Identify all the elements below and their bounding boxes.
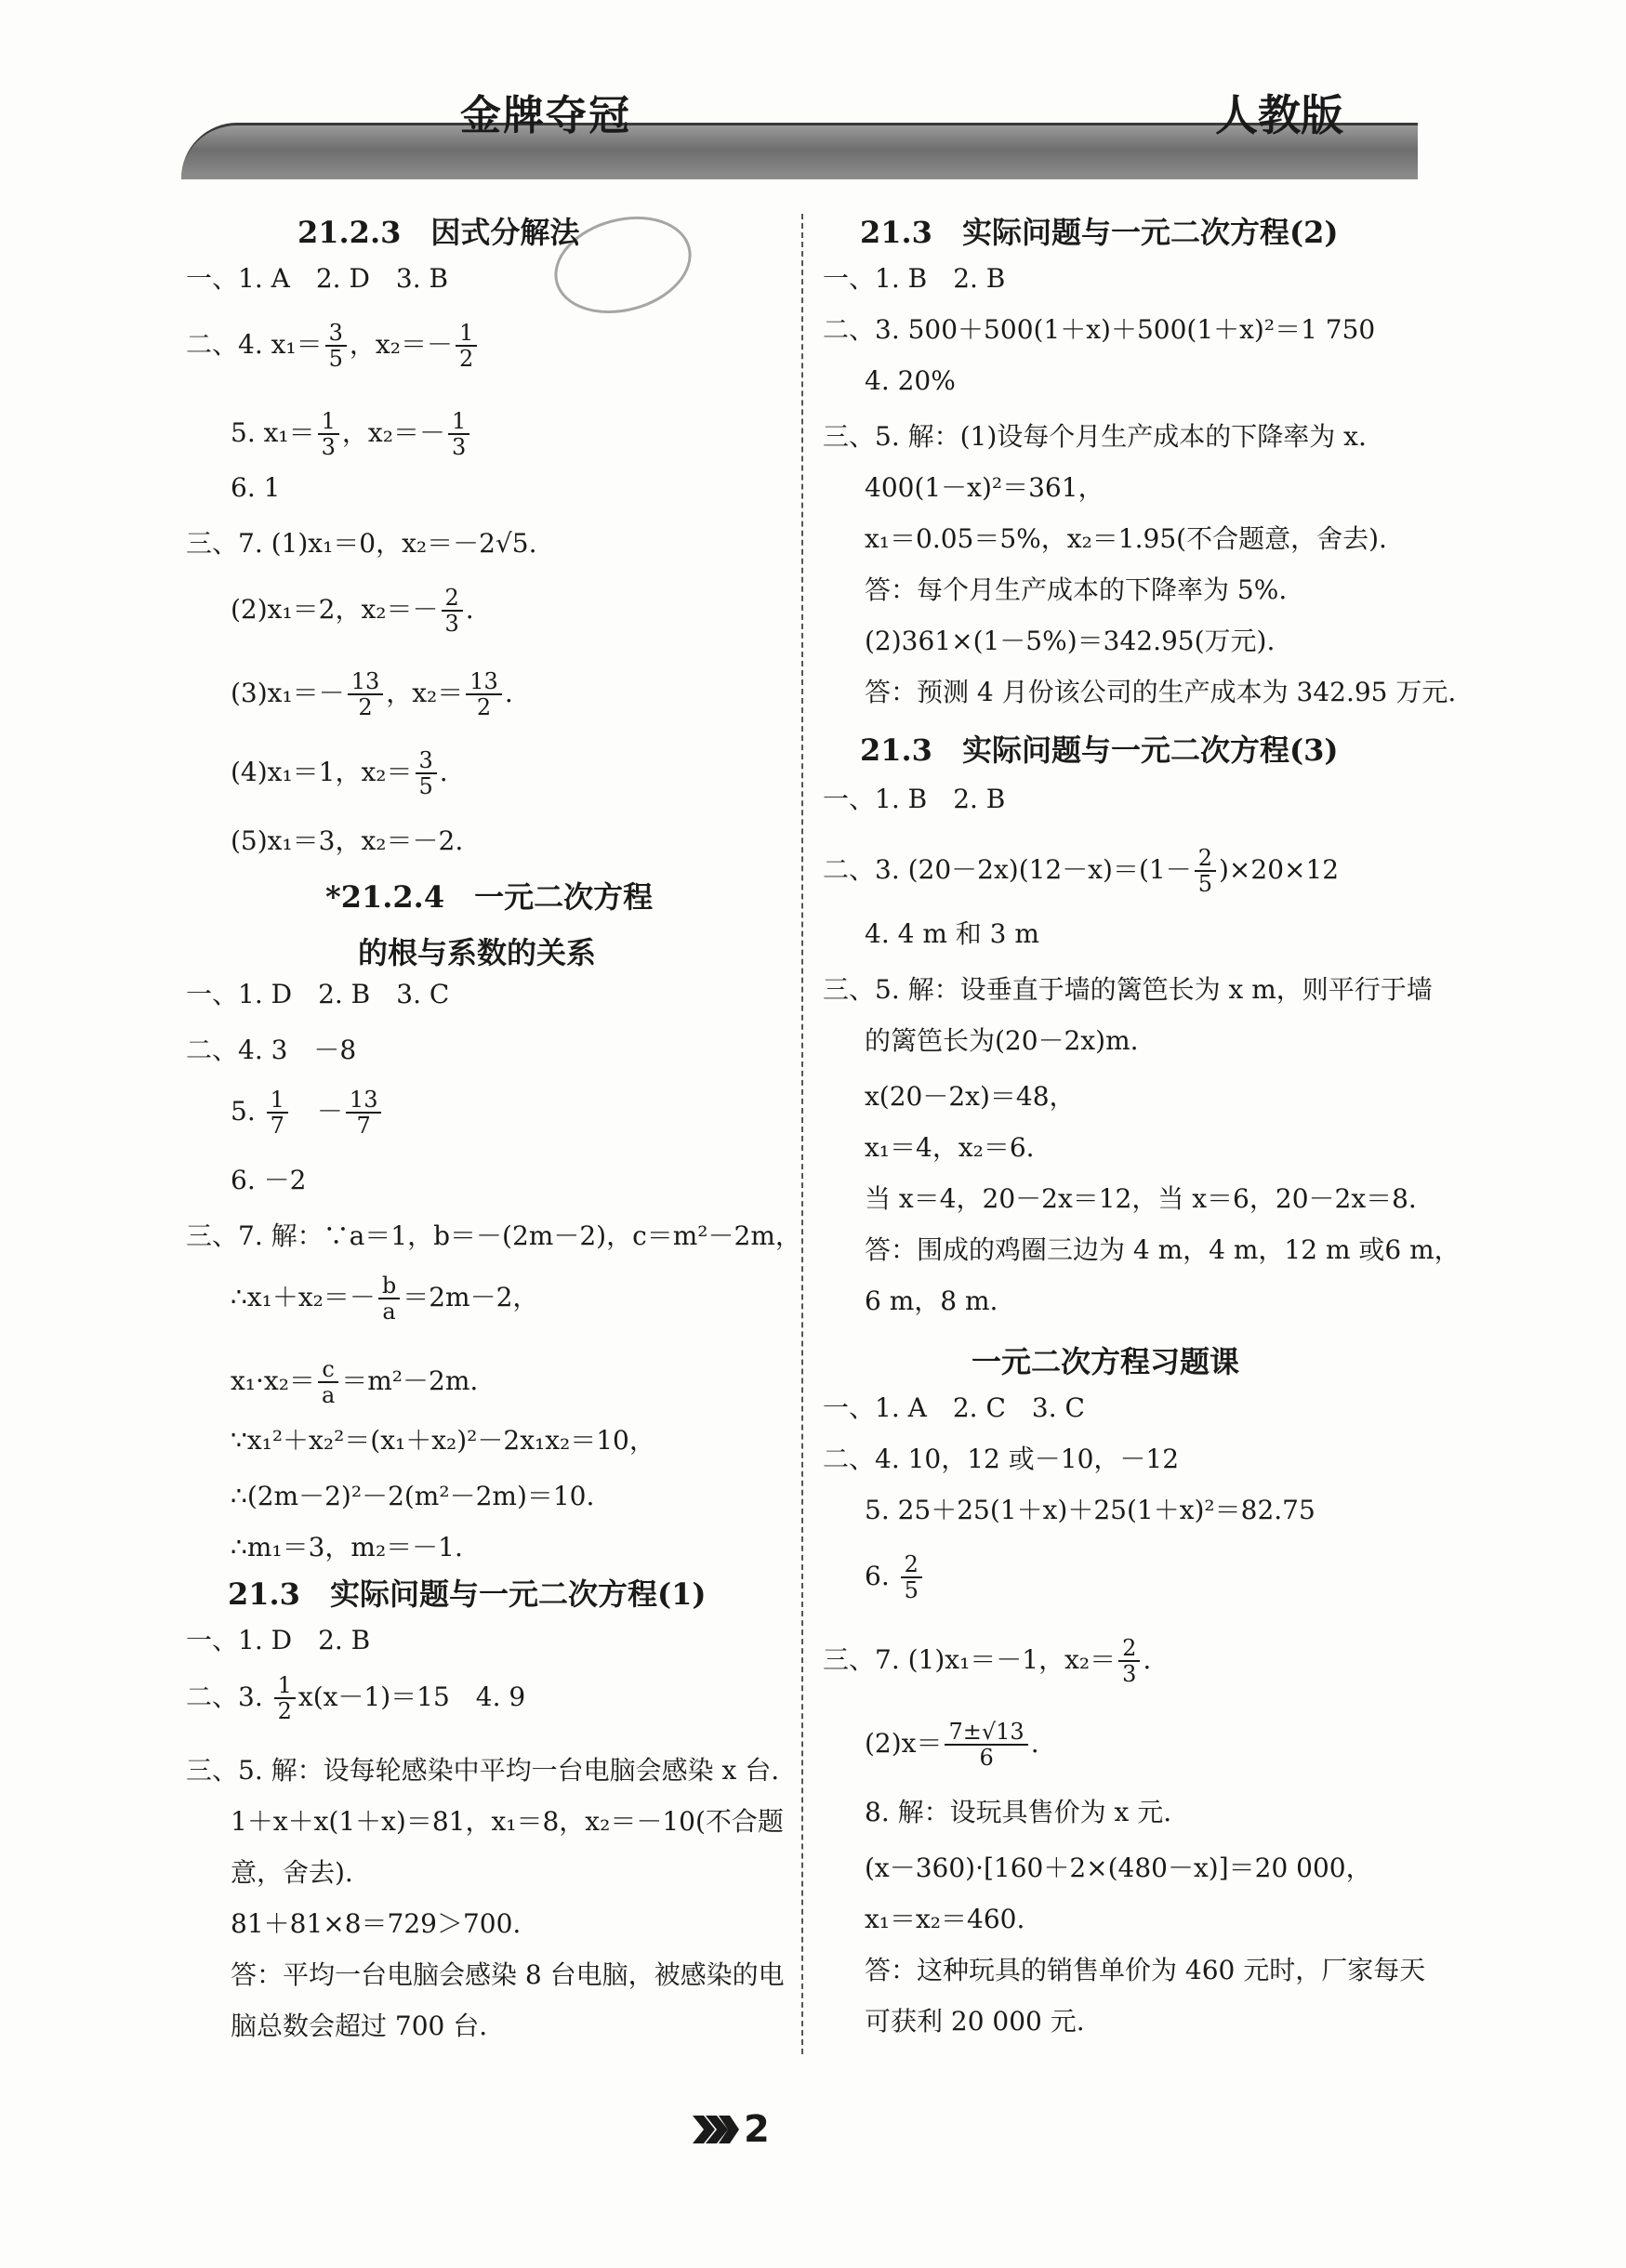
answer-line: 二、4. 3 －8	[186, 1035, 357, 1065]
answer-line: 6. 1	[231, 472, 281, 503]
answer-line: 一、1. B 2. B	[823, 263, 1006, 294]
answer-line: 可获利 20 000 元.	[865, 2006, 1085, 2037]
answer-line: 5. $\frac{1}{7}$ － $\frac{13}{7}$	[231, 1088, 384, 1139]
answer-line: 答：平均一台电脑会感染 8 台电脑，被感染的电	[231, 1959, 785, 1990]
answer-line: 6. $\frac{2}{5}$	[865, 1552, 925, 1603]
section-title: 21.3 实际问题与一元二次方程(2)	[860, 215, 1339, 250]
chevron-right-icon	[693, 2116, 739, 2143]
answer-line: (3)x₁＝－ $\frac{13}{2}$ ，x₂＝ $\frac{13}{2}$ .	[231, 668, 513, 721]
answer-line: 答：每个月生产成本的下降率为 5%.	[865, 574, 1288, 605]
answer-line: 二、4. x₁＝ $\frac{3}{5}$ ，x₂＝－ $\frac{1}{2}$	[186, 321, 480, 372]
answer-line: 三、7. (1)x₁＝－1，x₂＝ $\frac{2}{3}$ .	[823, 1635, 1152, 1688]
answer-line: 81＋81×8＝729＞700.	[231, 1908, 522, 1939]
answer-line: 二、3. (20－2x)(12－x)＝(1－ $\frac{2}{5}$ )×20×12	[823, 845, 1340, 898]
answer-line: ∴m₁＝3，m₂＝－1.	[231, 1532, 463, 1563]
page-header	[181, 74, 1418, 177]
answer-line: 意，舍去).	[231, 1857, 353, 1888]
answer-line: 5. x₁＝ $\frac{1}{3}$ ，x₂＝－ $\frac{1}{3}$	[231, 409, 472, 460]
header-title: 金牌夺冠	[460, 92, 631, 139]
answer-line: (2)x＝ $\frac{7\pm√13}{6}$ .	[865, 1719, 1039, 1772]
answer-line: 400(1－x)²＝361，	[865, 472, 1104, 503]
answer-line: x₁＝x₂＝460.	[865, 1904, 1025, 1934]
answer-line: 的篱笆长为(20－2x)m.	[865, 1025, 1139, 1056]
section-title: 21.2.3 因式分解法	[297, 215, 580, 250]
answer-line: 一、1. B 2. B	[823, 784, 1006, 814]
answer-line: (2)x₁＝2，x₂＝－ $\frac{2}{3}$ .	[231, 585, 474, 638]
answer-line: 4. 4 m 和 3 m	[865, 918, 1039, 949]
answer-line: 二、3. $\frac{1}{2}$ x(x－1)＝15 4. 9	[186, 1672, 526, 1725]
answer-line: 一、1. D 2. B	[186, 1625, 371, 1655]
answer-line: 6 m，8 m.	[865, 1286, 998, 1316]
answer-line: 8. 解：设玩具售价为 x 元.	[865, 1797, 1172, 1827]
answer-line: 答：围成的鸡圈三边为 4 m，4 m，12 m 或6 m，	[865, 1234, 1461, 1265]
answer-line: x(20－2x)＝48，	[865, 1081, 1076, 1112]
section-title: 21.3 实际问题与一元二次方程(1)	[228, 1576, 707, 1612]
answer-line: 1＋x＋x(1＋x)＝81，x₁＝8，x₂＝－10(不合题	[231, 1806, 784, 1837]
answer-line: 三、7. (1)x₁＝0，x₂＝－2√5.	[186, 528, 537, 559]
answer-line: x₁·x₂＝ $\frac{c}{a}$ ＝m²－2m.	[231, 1356, 479, 1409]
answer-line: (2)361×(1－5%)＝342.95(万元).	[865, 626, 1276, 656]
page-number: 2	[744, 2108, 770, 2151]
answer-line: 二、3. 500＋500(1＋x)＋500(1＋x)²＝1 750	[823, 314, 1376, 345]
answer-line: 答：这种玩具的销售单价为 460 元时，厂家每天	[865, 1955, 1426, 1985]
answer-line: 三、5. 解：设每轮感染中平均一台电脑会感染 x 台.	[186, 1755, 780, 1786]
answer-line: 一、1. A 2. C 3. C	[823, 1392, 1085, 1423]
answer-line: ∴x₁＋x₂＝－ $\frac{b}{a}$ ＝2m－2，	[231, 1272, 539, 1325]
section-title: 的根与系数的关系	[358, 935, 597, 970]
answer-line: 三、5. 解：设垂直于墙的篱笆长为 x m，则平行于墙	[823, 974, 1433, 1005]
answer-line: (5)x₁＝3，x₂＝－2.	[231, 825, 464, 856]
column-divider	[801, 214, 803, 2054]
answer-line: (4)x₁＝1，x₂＝ $\frac{3}{5}$ .	[231, 747, 448, 800]
answer-line: 一、1. A 2. D 3. B	[186, 263, 449, 294]
answer-line: 一、1. D 2. B 3. C	[186, 979, 450, 1009]
answer-line: 5. 25＋25(1＋x)＋25(1＋x)²＝82.75	[865, 1495, 1315, 1525]
answer-line: 脑总数会超过 700 台.	[231, 2011, 488, 2041]
section-title: *21.2.4 一元二次方程	[325, 879, 654, 915]
answer-line: ∵x₁²＋x₂²＝(x₁＋x₂)²－2x₁x₂＝10，	[231, 1425, 655, 1456]
answer-line: 二、4. 10，12 或－10，－12	[823, 1444, 1180, 1474]
answer-line: 三、7. 解：∵a＝1，b＝－(2m－2)，c＝m²－2m，	[186, 1220, 801, 1251]
answer-line: x₁＝0.05＝5%，x₂＝1.95(不合题意，舍去).	[865, 523, 1387, 554]
answer-line: (x－360)·[160＋2×(480－x)]＝20 000，	[865, 1853, 1372, 1883]
answer-line: x₁＝4，x₂＝6.	[865, 1132, 1035, 1163]
answer-line: ∴(2m－2)²－2(m²－2m)＝10.	[231, 1481, 595, 1511]
answer-line: 当 x＝4，20－2x＝12，当 x＝6，20－2x＝8.	[865, 1183, 1417, 1214]
answer-line: 6. －2	[231, 1165, 307, 1195]
section-title: 一元二次方程习题课	[972, 1344, 1240, 1379]
section-title: 21.3 实际问题与一元二次方程(3)	[860, 732, 1339, 768]
header-edition: 人教版	[1215, 90, 1343, 140]
answer-line: 答：预测 4 月份该公司的生产成本为 342.95 万元.	[865, 677, 1457, 707]
answer-line: 三、5. 解：(1)设每个月生产成本的下降率为 x.	[823, 421, 1367, 452]
answer-line: 4. 20%	[865, 365, 956, 396]
